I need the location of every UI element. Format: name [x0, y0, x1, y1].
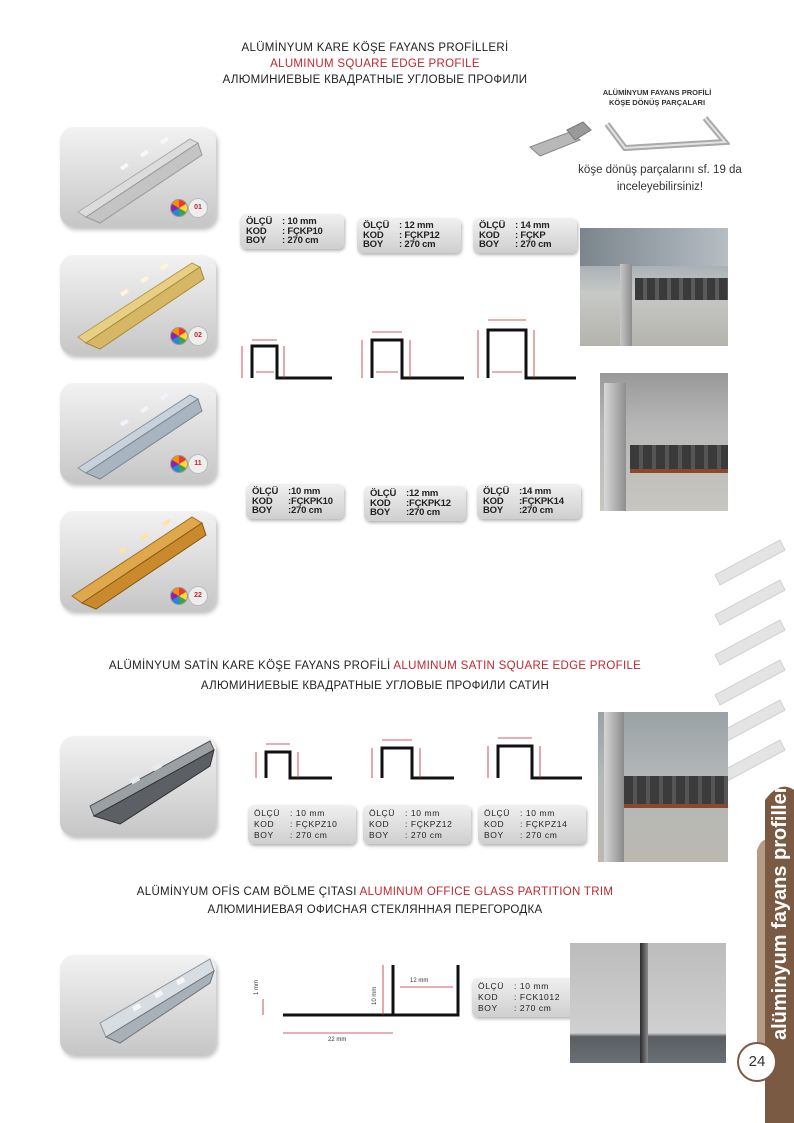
product-card-silver[interactable] [60, 127, 216, 227]
spec-box-fckpz12: ÖLÇÜ : 10 mm KOD : FÇKPZ12 BOY : 270 cm [363, 805, 471, 844]
section2-title-tr: ALÜMİNYUM SATİN KARE KÖŞE FAYANS PROFİLİ [108, 660, 391, 672]
section2-title-en: ALUMINUM SATIN SQUARE EDGE PROFILE [393, 660, 642, 672]
application-photo-3 [598, 712, 728, 862]
color-wheel-icon [170, 327, 188, 345]
satin-drawing-10mm [244, 738, 334, 784]
section2-title-line-1 [0, 658, 750, 674]
product-card-chrome[interactable] [60, 383, 216, 483]
dim-12mm: 12 mm [410, 978, 429, 984]
product-card-bright-gold[interactable] [60, 511, 216, 611]
application-photo-4 [570, 943, 726, 1063]
corner-label-line-1: ALÜMİNYUM FAYANS PROFİLİ [602, 88, 712, 97]
page-number: 24 [737, 1042, 777, 1082]
color-wheel-icon [170, 455, 188, 473]
spec-box-fckp14: ÖLÇÜ : 14 mm KOD : FÇKP BOY : 270 cm [473, 218, 577, 253]
section2-title-ru: АЛЮМИНИЕВЫЕ КВАДРАТНЫЕ УГЛОВЫЕ ПРОФИЛИ САТИН [200, 680, 550, 692]
product-card-gold[interactable] [60, 255, 216, 355]
color-code-badge: 22 [188, 586, 208, 606]
section1-title-tr: ALÜMİNYUM KARE KÖŞE FAYANS PROFİLLERİ [241, 42, 509, 54]
section3-title-ru: АЛЮМИНИЕВАЯ ОФИСНАЯ СТЕКЛЯННАЯ ПЕРЕГОРОДКА [207, 904, 543, 916]
section3-title-en: ALUMINUM OFFICE GLASS PARTITION TRIM [359, 886, 614, 898]
spec-box-fck1012: ÖLÇÜ : 10 mm KOD : FCK1012 BOY : 270 cm [472, 978, 580, 1017]
sidebar-label: alüminyum fayans profilleri [769, 779, 791, 1040]
color-code-badge: 02 [188, 326, 208, 346]
spec-box-fckpk12: ÖLÇÜ :12 mm KOD :FÇKPK12 BOY :270 cm [364, 486, 466, 521]
product-card-glass-trim[interactable] [60, 955, 216, 1055]
section1-title-en: ALUMINUM SQUARE EDGE PROFILE [270, 58, 480, 70]
corner-note-line-2: inceleyebilirsiniz! [616, 181, 704, 193]
spec-box-fckp10: ÖLÇÜ : 10 mm KOD : FÇKP10 BOY : 270 cm [240, 214, 344, 249]
profile-drawing-14mm [470, 312, 580, 388]
corner-label [592, 88, 722, 108]
color-wheel-icon [170, 199, 188, 217]
dim-1mm: 1 mm [254, 980, 260, 995]
color-code-badge: 01 [188, 198, 208, 218]
profile-drawing-12mm [352, 322, 467, 388]
dim-10mm: 10 mm [372, 986, 378, 1005]
spec-box-fckpz10: ÖLÇÜ : 10 mm KOD : FÇKPZ10 BOY : 270 cm [248, 805, 356, 844]
corner-pieces-image [525, 112, 730, 162]
profile-drawing-10mm [232, 328, 337, 388]
spec-box-fckpk10: ÖLÇÜ :10 mm KOD :FÇKPK10 BOY :270 cm [246, 484, 344, 519]
dim-22mm: 22 mm [328, 1037, 347, 1043]
glass-trim-drawing [248, 955, 468, 1045]
color-wheel-icon [170, 587, 188, 605]
section3-title-line-1 [0, 884, 750, 900]
spec-box-fckpk14: ÖLÇÜ :14 mm KOD :FÇKPK14 BOY :270 cm [477, 484, 581, 519]
profile-satin-image [60, 736, 216, 836]
product-card-satin[interactable] [60, 736, 216, 836]
application-photo-1 [580, 228, 728, 346]
spec-box-fckpz14: ÖLÇÜ : 10 mm KOD : FÇKPZ14 BOY : 270 cm [478, 805, 586, 844]
profile-glass-trim-image [60, 955, 216, 1055]
satin-drawing-14mm [476, 732, 586, 784]
spec-box-fckp12: ÖLÇÜ : 12 mm KOD : FÇKP12 BOY : 270 cm [357, 218, 461, 253]
section3-title-tr: ALÜMİNYUM OFİS CAM BÖLME ÇITASI [136, 886, 357, 898]
section1-title-ru: АЛЮМИНИЕВЫЕ КВАДРАТНЫЕ УГЛОВЫЕ ПРОФИЛИ [222, 74, 528, 86]
corner-note [560, 162, 760, 196]
application-photo-2 [600, 373, 728, 511]
color-code-badge: 11 [188, 454, 208, 474]
corner-note-line-1: köşe dönüş parçalarını sf. 19 da [578, 164, 742, 176]
corner-label-line-2: KÖŞE DÖNÜŞ PARÇALARI [608, 98, 706, 107]
satin-drawing-12mm [360, 734, 455, 784]
